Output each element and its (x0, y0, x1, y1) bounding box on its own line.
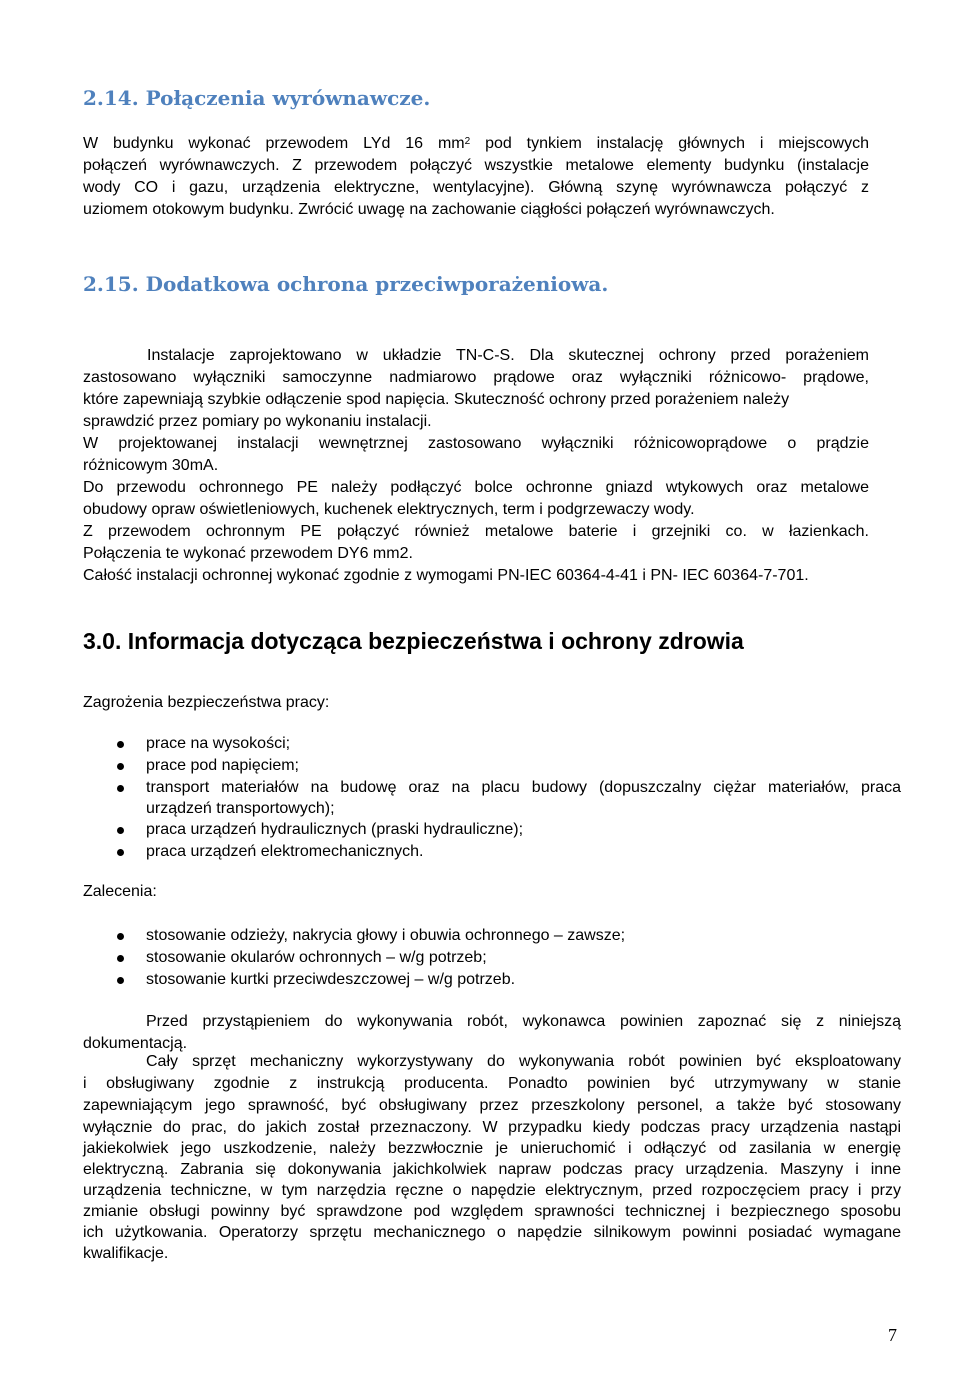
section-2-15-line: różnicowym 30mA. (83, 457, 219, 474)
section-2-15-line: zastosowano wyłączniki samoczynne nadmiarowo prądowe oraz wyłączniki różnicowo- prądowe, (83, 369, 869, 386)
hazard-item: transport materiałów na budowę oraz na placu budowy (dopuszczalny ciężar materiałów, praca (146, 779, 901, 796)
paragraph-line: zapewniającym jego sprawność, być obsługiwany przez przeszkolony personel, a także być stosowany (83, 1097, 901, 1114)
recommendation-item: stosowanie odzieży, nakrycia głowy i obuwia ochronnego – zawsze; (146, 927, 626, 944)
section-2-15-title: 2.15. Dodatkowa ochrona przeciwporażeniowa. (83, 272, 609, 296)
line1-text: W budynku wykonać przewodem LYd 16 mm (83, 135, 465, 152)
recommendations-label: Zalecenia: (83, 883, 157, 900)
paragraph-line: kwalifikacje. (83, 1245, 169, 1262)
hazard-item: praca urządzeń hydraulicznych (praski hydrauliczne); (146, 821, 524, 838)
paragraph-line: Przed przystąpieniem do wykonywania robót, wykonawca powinien zapoznać się z niniejszą (146, 1013, 901, 1030)
hazard-item-continued: urządzeń transportowych); (146, 800, 335, 817)
recommendation-item: stosowanie kurtki przeciwdeszczowej – w/g potrzeb. (146, 971, 516, 988)
hazard-item: praca urządzeń elektromechanicznych. (146, 843, 424, 860)
section-2-14-line-1 (83, 133, 869, 155)
hazard-item: prace pod napięciem; (146, 757, 299, 774)
paragraph-line: zmianie obsługi powinny być sprawdzone pod względem sprawności technicznej i bezpiecznego sposobu (83, 1203, 901, 1220)
bullet-icon (117, 955, 124, 962)
paragraph-line: jakiekolwiek jego uszkodzenie, należy bezzwłocznie je unieruchomić i odłączyć od zasilania w energię (83, 1140, 901, 1157)
section-2-15-line: W projektowanej instalacji wewnętrznej zastosowano wyłączniki różnicowoprądowe o prądzie (83, 435, 869, 452)
paragraph-line: dokumentacją. (83, 1035, 188, 1052)
paragraph-line: wyłącznie do prac, do jakich został przeznaczony. W przypadku kiedy podczas pracy urządzenia nastąpi (83, 1119, 901, 1136)
paragraph-line: elektryczną. Zabrania się dokonywania jakichkolwiek napraw podczas pracy urządzenia. Maszyny i inne (83, 1161, 901, 1178)
section-2-15-line: Do przewodu ochronnego PE należy podłączyć bolce ochronne gniazd wtykowych oraz metalowe (83, 479, 869, 496)
recommendation-item: stosowanie okularów ochronnych – w/g potrzeb; (146, 949, 487, 966)
section-2-14-title: 2.14. Połączenia wyrównawcze. (83, 86, 431, 110)
page-number: 7 (888, 1325, 897, 1345)
paragraph-line: ich użytkowania. Operatorzy sprzętu mechanicznego o napędzie silnikowym powinni posiadać wymagane (83, 1224, 901, 1241)
hazards-label: Zagrożenia bezpieczeństwa pracy: (83, 694, 330, 711)
line1-text-post: pod tynkiem instalację głównych i miejscowych (470, 135, 869, 152)
bullet-icon (117, 785, 124, 792)
superscript-2: 2 (464, 136, 471, 147)
section-2-14-line-3: wody CO i gazu, urządzenia elektryczne, wentylacyjne). Główną szynę wyrównawcza połączyć z (83, 179, 869, 196)
section-2-15-line: Z przewodem ochronnym PE połączyć również metalowe baterie i grzejniki co. w łazienkach. (83, 523, 869, 540)
section-2-15-line: obudowy opraw oświetleniowych, kuchenek elektrycznych, term i podgrzewaczy wody. (83, 501, 695, 518)
paragraph-line: Cały sprzęt mechaniczny wykorzystywany do wykonywania robót powinien być eksploatowany (146, 1053, 901, 1070)
section-2-15-line: Połączenia te wykonać przewodem DY6 mm2. (83, 545, 413, 562)
paragraph-line: urządzenia techniczne, w tym narzędzia ręczne o napędzie elektrycznym, przed rozpoczęciem pracy i przy (83, 1182, 901, 1199)
bullet-icon (117, 741, 124, 748)
section-2-15-line: Całość instalacji ochronnej wykonać zgodnie z wymogami PN-IEC 60364-4-41 i PN- IEC 60364-7-701. (83, 567, 809, 584)
section-2-15-line: które zapewniają szybkie odłączenie spod napięcia. Skuteczność ochrony przed porażeniem należy (83, 391, 790, 408)
bullet-icon (117, 977, 124, 984)
section-2-14-line-4: uziomem otokowym budynku. Zwrócić uwagę na zachowanie ciągłości połączeń wyrównawczych. (83, 201, 775, 218)
section-3-0-title: 3.0. Informacja dotycząca bezpieczeństwa i ochrony zdrowia (83, 628, 744, 654)
section-2-15-line: Instalacje zaprojektowano w układzie TN-C-S. Dla skutecznej ochrony przed porażeniem (147, 347, 869, 364)
bullet-icon (117, 933, 124, 940)
section-2-15-line: sprawdzić przez pomiary po wykonaniu instalacji. (83, 413, 432, 430)
section-2-14-line-2: połączeń wyrównawczych. Z przewodem połączyć wszystkie metalowe elementy budynku (instalacje (83, 157, 869, 174)
bullet-icon (117, 827, 124, 834)
bullet-icon (117, 763, 124, 770)
paragraph-line: i obsługiwany zgodnie z instrukcją producenta. Ponadto powinien być utrzymywany w stanie (83, 1075, 901, 1092)
hazard-item: prace na wysokości; (146, 735, 291, 752)
bullet-icon (117, 849, 124, 856)
